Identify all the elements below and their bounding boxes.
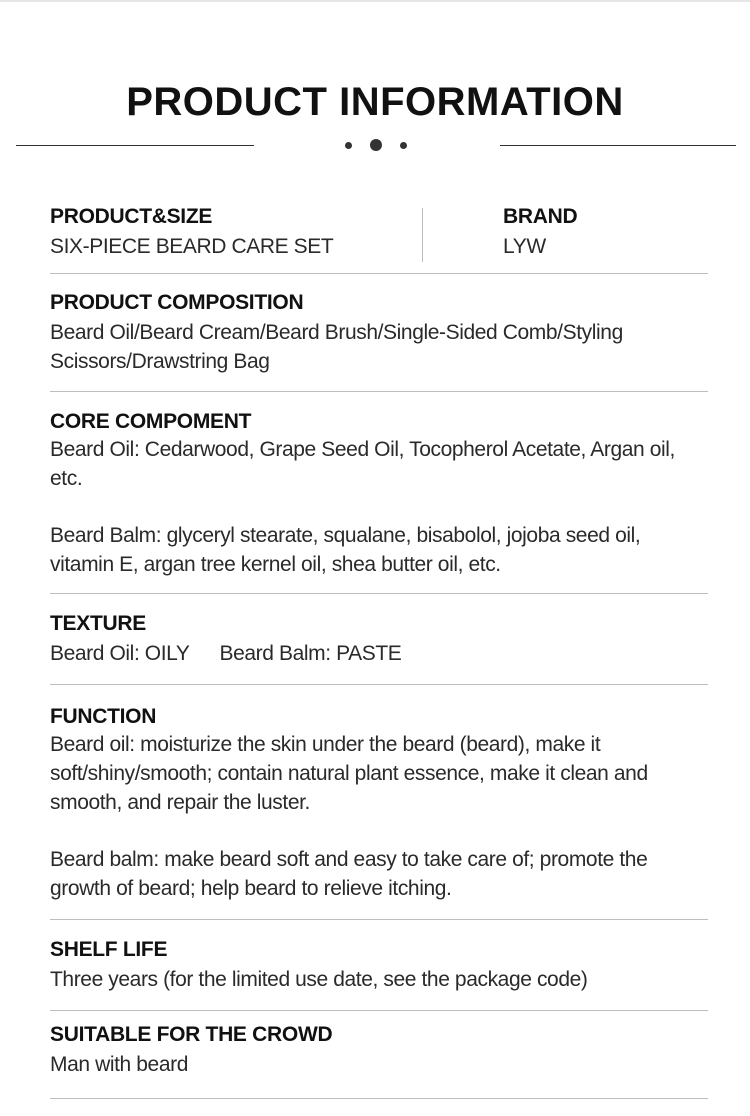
function-balm: Beard balm: make beard soft and easy to take care of; promote the growth of beard; help beard to relieve itching. [50,848,648,900]
texture-label: TEXTURE [50,612,146,635]
shelf-life-section [50,937,708,994]
core-component-oil: Beard Oil: Cedarwood, Grape Seed Oil, Tocopherol Acetate, Argan oil, etc. [50,438,675,490]
crowd-section [50,1022,708,1079]
section-divider [50,391,708,392]
brand-label: BRAND [503,205,578,228]
core-component-section [50,409,708,579]
product-size-label: PRODUCT&SIZE [50,205,213,228]
function-label: FUNCTION [50,705,157,728]
function-oil: Beard oil: moisturize the skin under the beard (beard), make it soft/shiny/smooth; contain natural plant essence, make it clean and smooth, and repair the luster. [50,733,648,814]
composition-value: Beard Oil/Beard Cream/Beard Brush/Single-Sided Comb/Styling Scissors/Drawstring Bag [50,321,623,373]
decorative-dot-small-right [400,142,407,149]
section-divider [50,273,708,274]
title-divider-right [500,145,736,146]
shelf-life-value: Three years (for the limited use date, see the package code) [50,968,588,991]
section-divider [50,593,708,594]
composition-label: PRODUCT COMPOSITION [50,291,304,314]
shelf-life-label: SHELF LIFE [50,938,168,961]
core-component-balm: Beard Balm: glyceryl stearate, squalane, bisabolol, jojoba seed oil, vitamin E, argan tree kernel oil, shea butter oil, etc. [50,524,641,576]
texture-balm: Beard Balm: PASTE [219,642,402,665]
section-divider [50,684,708,685]
crowd-label: SUITABLE FOR THE CROWD [50,1023,333,1046]
function-section [50,704,708,903]
core-component-label: CORE COMPOMENT [50,410,252,433]
texture-section [50,611,708,668]
composition-section [50,290,708,376]
brand-section [503,204,703,261]
title-divider-left [16,145,254,146]
section-divider [50,1098,708,1099]
brand-value: LYW [503,235,546,258]
crowd-value: Man with beard [50,1053,188,1076]
vertical-divider [422,208,423,262]
texture-oil: Beard Oil: OILY [50,642,190,665]
section-divider [50,1010,708,1011]
top-border [0,0,750,2]
product-size-section [50,204,410,261]
product-size-value: SIX-PIECE BEARD CARE SET [50,235,334,258]
section-divider [50,919,708,920]
decorative-dot-small-left [345,142,352,149]
decorative-dot-large [370,139,382,151]
page-title: PRODUCT INFORMATION [126,80,624,124]
